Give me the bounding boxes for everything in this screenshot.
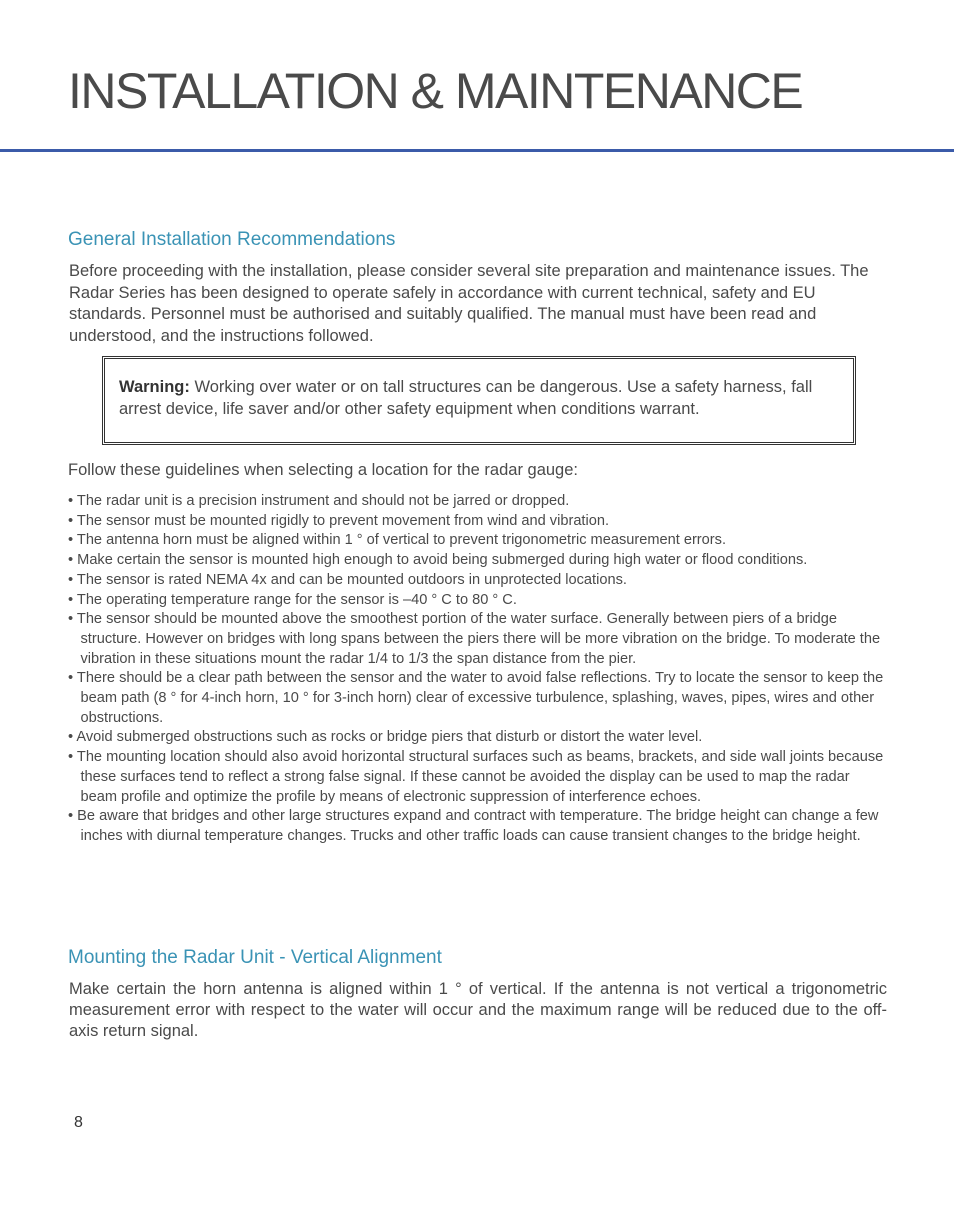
list-item: • The sensor is rated NEMA 4x and can be mounted outdoors in unprotected locations. <box>68 571 627 588</box>
warning-label: Warning: <box>119 378 190 396</box>
page-title: INSTALLATION & MAINTENANCE <box>68 63 803 119</box>
warning-text <box>119 377 841 420</box>
list-item: • The radar unit is a precision instrument and should not be jarred or dropped. <box>68 493 570 509</box>
page-number: 8 <box>74 1114 83 1131</box>
list-item: • The sensor should be mounted above the smoothest portion of the water surface. Generally between piers of a bridge structure. However on bridges with long spans between the piers there will be more vibration on the bridge. To moderate the vibration in these situations mount the radar 1/4 to 1/3 the span distance from the pier. <box>68 611 881 667</box>
list-item: • The antenna horn must be aligned within 1 ° of vertical to prevent trigonometric measurement errors. <box>68 532 726 549</box>
warning-box <box>102 356 856 445</box>
list-item: • There should be a clear path between the sensor and the water to avoid false reflections. Try to locate the sensor to keep the beam path (8 ° for 4-inch horn, 10 ° for 3-inch horn) clear of excessive turbulence, splashing, waves, pipes, wires and other obstructions. <box>68 670 884 726</box>
guidelines-intro: Follow these guidelines when selecting a location for the radar gauge: <box>68 461 578 479</box>
list-item: • The mounting location should also avoid horizontal structural surfaces such as beams, brackets, and side wall joints because these surfaces tend to reflect a strong false signal. If these cannot be avoided the display can be used to map the radar beam profile and optimize the profile by means of electronic suppression of interference echoes. <box>68 749 884 805</box>
list-item: • Avoid submerged obstructions such as rocks or bridge piers that disturb or distort the water level. <box>68 729 703 746</box>
guidelines-list <box>68 492 890 847</box>
warning-body: Working over water or on tall structures can be dangerous. Use a safety harness, fall arrest device, life saver and/or other safety equipment when conditions warrant. <box>119 378 813 418</box>
list-item: • The sensor must be mounted rigidly to prevent movement from wind and vibration. <box>68 512 610 529</box>
title-divider <box>0 149 954 152</box>
section-heading-general-installation: General Installation Recommendations <box>68 229 396 250</box>
intro-paragraph: Before proceeding with the installation, please consider several site preparation and maintenance issues. The Radar Series has been designed to operate safely in accordance with current technical, safety and EU standards. Personnel must be authorised and suitably qualified. The manual must have been read and understood, and the instructions followed. <box>69 262 869 345</box>
list-item: • The operating temperature range for the sensor is –40 ° C to 80 ° C. <box>68 591 517 608</box>
section-heading-vertical-alignment: Mounting the Radar Unit - Vertical Alignment <box>68 947 442 968</box>
vertical-alignment-paragraph: Make certain the horn antenna is aligned within 1 ° of vertical. If the antenna is not vertical a trigonometric measurement error with respect to the water will occur and the maximum range will be reduced due to the off-axis return signal. <box>69 980 887 1040</box>
list-item: • Be aware that bridges and other large structures expand and contract with temperature. The bridge height can change a few inches with diurnal temperature changes. Trucks and other traffic loads can cause transient changes to the bridge height. <box>68 808 879 844</box>
list-item: • Make certain the sensor is mounted high enough to avoid being submerged during high water or flood conditions. <box>68 552 808 569</box>
